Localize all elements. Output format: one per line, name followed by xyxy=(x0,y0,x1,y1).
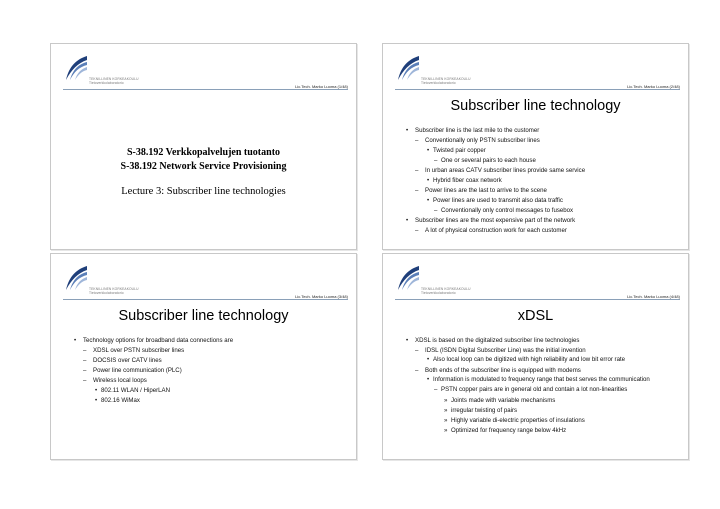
bullet-marker: • xyxy=(427,356,430,363)
bullet-text: Technology options for broadband data connections are xyxy=(83,337,234,344)
slide-3 xyxy=(50,253,357,460)
bullet-item xyxy=(405,166,678,176)
slide-author: Lic.Tech. Marko Luoma (3/48) xyxy=(295,294,348,299)
bullet-marker: – xyxy=(415,367,419,374)
bullet-text: Conventionally only PSTN subscriber lines xyxy=(425,137,540,144)
bullet-item xyxy=(405,206,678,216)
slide-title: Subscriber line technology xyxy=(450,98,621,114)
slide-author: Lic.Tech. Marko Luoma (4/48) xyxy=(627,294,680,299)
slide-2 xyxy=(382,43,689,250)
bullet-item xyxy=(405,156,678,166)
bullet-text: Joints made with variable mechanisms xyxy=(451,397,556,404)
bullet-text: Power lines are the last to arrive to the scene xyxy=(425,187,547,194)
bullet-text: Power line communication (PLC) xyxy=(93,367,182,374)
bullet-item xyxy=(405,186,678,196)
bullet-item xyxy=(405,216,678,226)
bullet-marker: • xyxy=(406,217,409,224)
bullet-item xyxy=(73,366,346,376)
bullet-text: XDSL over PSTN subscriber lines xyxy=(93,347,185,354)
org-name: TEKNILLINEN KORKEAKOULU Tietoverkkolaboratorio xyxy=(421,77,471,86)
bullet-marker: • xyxy=(427,177,430,184)
bullet-marker: • xyxy=(406,127,409,134)
bullet-text: Both ends of the subscriber line is equipped with modems xyxy=(425,367,581,374)
bullet-marker: – xyxy=(434,386,438,393)
bullet-marker: » xyxy=(444,427,448,434)
tkk-logo-icon xyxy=(395,54,421,82)
bullet-item xyxy=(405,416,678,426)
bullet-marker: » xyxy=(444,417,448,424)
bullet-marker: – xyxy=(415,187,419,194)
tkk-logo-icon xyxy=(63,264,89,292)
header-divider xyxy=(63,299,348,300)
slide-author: Lic.Tech. Marko Luoma (1/48) xyxy=(295,84,348,89)
bullet-item xyxy=(405,176,678,186)
bullet-marker: • xyxy=(95,387,98,394)
bullet-marker: – xyxy=(83,347,87,354)
bullet-text: Twisted pair copper xyxy=(433,147,486,154)
bullet-marker: – xyxy=(83,377,87,384)
bullet-text: 802.16 WiMax xyxy=(101,397,140,404)
bullet-marker: – xyxy=(83,357,87,364)
bullet-item xyxy=(405,366,678,376)
bullet-marker: • xyxy=(406,337,409,344)
bullet-item xyxy=(73,356,346,366)
slide-body xyxy=(405,336,678,436)
slide-author: Lic.Tech. Marko Luoma (2/48) xyxy=(627,84,680,89)
header-divider xyxy=(395,299,680,300)
slide-1 xyxy=(50,43,357,250)
bullet-marker: » xyxy=(444,407,448,414)
bullet-text: In urban areas CATV subscriber lines provide same service xyxy=(425,167,586,174)
tkk-logo-icon xyxy=(63,54,89,82)
bullet-item xyxy=(405,356,678,364)
bullet-item xyxy=(405,136,678,146)
course-title-fi: S-38.192 Verkkopalvelujen tuotanto xyxy=(126,147,281,158)
bullet-item xyxy=(405,196,678,206)
bullet-text: Subscriber line is the last mile to the customer xyxy=(415,127,540,134)
bullet-marker: • xyxy=(427,376,430,383)
bullet-item xyxy=(405,396,678,406)
bullet-text: Subscriber lines are the most expensive part of the network xyxy=(415,217,576,224)
bullet-text: A lot of physical construction work for each customer xyxy=(425,227,567,234)
bullet-marker: – xyxy=(434,157,438,164)
org-name: TEKNILLINEN KORKEAKOULU Tietoverkkolaboratorio xyxy=(89,287,139,296)
bullet-text: Wireless local loops xyxy=(93,377,147,384)
bullet-marker: – xyxy=(83,367,87,374)
bullet-text: Conventionally only control messages to fusebox xyxy=(441,207,574,214)
bullet-text: Highly variable di-electric properties of insulations xyxy=(451,417,585,424)
bullet-marker: • xyxy=(427,197,430,204)
bullet-text: Optimized for frequency range below 4kHz xyxy=(451,427,567,434)
bullet-item xyxy=(73,386,346,396)
bullet-item xyxy=(73,346,346,356)
course-title-en: S-38.192 Network Service Provisioning xyxy=(120,161,287,172)
bullet-text: Also local loop can be digitized with high reliability and low bit error rate xyxy=(433,356,626,363)
bullet-item xyxy=(405,146,678,156)
bullet-item xyxy=(405,426,678,436)
bullet-item xyxy=(405,346,678,356)
bullet-marker: – xyxy=(415,227,419,234)
slide-body xyxy=(73,336,346,406)
bullet-text: Hybrid fiber coax network xyxy=(433,177,502,184)
bullet-text: 802.11 WLAN / HiperLAN xyxy=(101,387,170,394)
bullet-text: PSTN copper pairs are in general old and contain a lot non-linearities xyxy=(441,386,628,393)
bullet-item xyxy=(405,336,678,346)
bullet-text: Power lines are used to transmit also data traffic xyxy=(433,197,563,204)
bullet-item xyxy=(73,336,346,346)
bullet-text: IDSL (ISDN Digital Subscriber Line) was the initial invention xyxy=(425,347,586,354)
bullet-marker: • xyxy=(427,147,430,154)
org-name: TEKNILLINEN KORKEAKOULU Tietoverkkolaboratorio xyxy=(89,77,139,86)
bullet-marker: • xyxy=(95,397,98,404)
bullet-text: XDSL is based on the digitalized subscriber line technologies xyxy=(415,337,580,344)
bullet-item xyxy=(405,226,678,236)
bullet-item xyxy=(73,376,346,386)
bullet-text: DOCSIS over CATV lines xyxy=(93,357,162,364)
lecture-title: Lecture 3: Subscriber line technologies xyxy=(121,186,286,197)
bullet-text: One or several pairs to each house xyxy=(441,157,536,164)
header-divider xyxy=(63,89,348,90)
tkk-logo-icon xyxy=(395,264,421,292)
bullet-marker: • xyxy=(74,337,77,344)
bullet-marker: – xyxy=(415,137,419,144)
slide-4 xyxy=(382,253,689,460)
bullet-marker: – xyxy=(415,347,419,354)
bullet-item xyxy=(405,126,678,136)
slide-title: xDSL xyxy=(517,308,554,324)
bullet-marker: – xyxy=(415,167,419,174)
bullet-item xyxy=(405,376,678,384)
header-divider xyxy=(395,89,680,90)
bullet-text: Information is modulated to frequency range that best serves the communication xyxy=(433,376,650,383)
cover-text xyxy=(51,146,356,197)
slide-body xyxy=(405,126,678,236)
bullet-item xyxy=(73,396,346,406)
slide-title: Subscriber line technology xyxy=(118,308,289,324)
bullet-item xyxy=(405,386,678,394)
bullet-item xyxy=(405,406,678,416)
bullet-marker: – xyxy=(434,207,438,214)
bullet-marker: » xyxy=(444,397,448,404)
bullet-text: irregular twisting of pairs xyxy=(451,407,518,414)
org-name: TEKNILLINEN KORKEAKOULU Tietoverkkolaboratorio xyxy=(421,287,471,296)
